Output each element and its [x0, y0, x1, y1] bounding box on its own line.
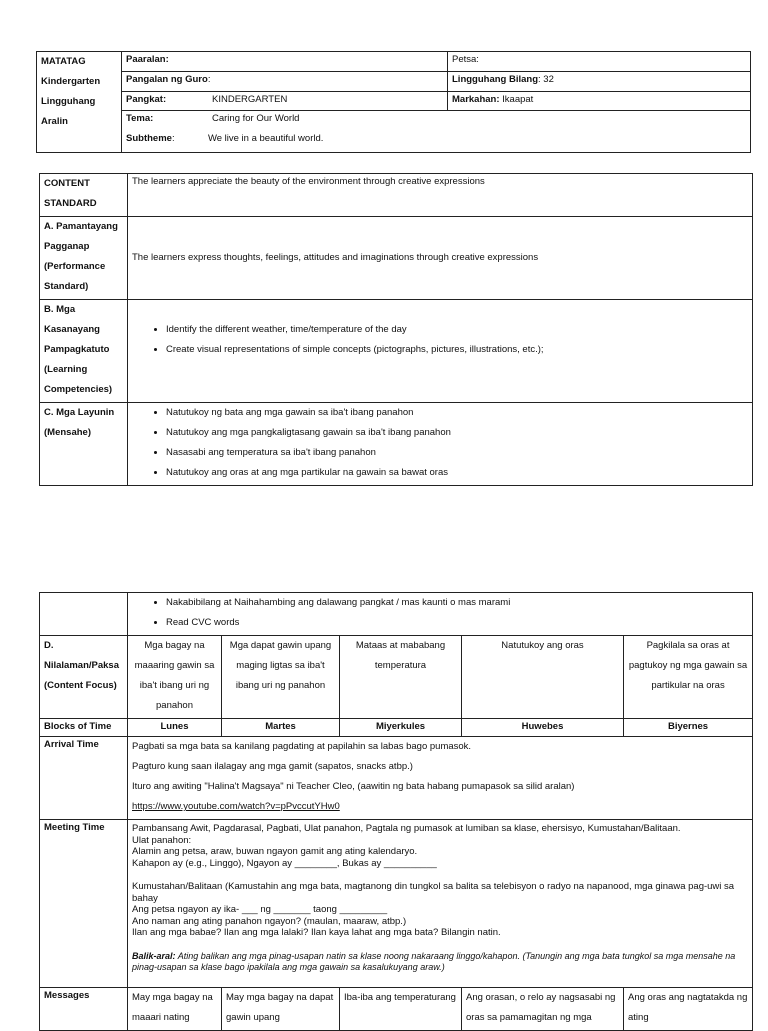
arrival-time-label: Arrival Time — [40, 737, 128, 820]
continued-list — [128, 593, 753, 636]
list-item: • Natutukoy ang mga pangkaligtasang gawain sa iba't ibang panahon — [166, 423, 748, 443]
message-martes: May mga bagay na dapat gawin upang — [222, 988, 340, 1031]
guro-cell: Pangalan ng Guro: — [122, 72, 448, 92]
message-lunes: May mga bagay na maaari nating — [128, 988, 222, 1031]
day-martes: Martes — [222, 719, 340, 737]
youtube-link[interactable]: https://www.youtube.com/watch?v=pPvccutYHw0 — [132, 801, 340, 812]
lingguhang-cell: Lingguhang Bilang: 32 — [448, 72, 751, 92]
pangkat-cell: Pangkat: KINDERGARTEN — [122, 92, 448, 111]
performance-standard-text: The learners express thoughts, feelings, attitudes and imaginations through creative expressions — [128, 217, 753, 300]
list-item: • Natutukoy ng bata ang mga gawain sa iba't ibang panahon — [166, 403, 748, 423]
day-lunes: Lunes — [128, 719, 222, 737]
petsa-cell: Petsa: — [448, 52, 751, 72]
meeting-time-label: Meeting Time — [40, 820, 128, 988]
focus-biyernes: Pagkilala sa oras at pagtukoy ng mga gawain sa partikular na oras — [624, 636, 753, 719]
focus-martes: Mga dapat gawin upang maging ligtas sa iba't ibang uri ng panahon — [222, 636, 340, 719]
meeting-time-content: Pambansang Awit, Pagdarasal, Pagbati, Ulat panahon, Pagtala ng pumasok at lumiban sa klase, ehersisyo, Kumustahan/Balitaan. Ulat panahon: Alamin ang petsa, araw, buwan ngayon gamit ang ating kalendaryo. Kahapon ay (e.g., Linggo), Ngayon ay ________, Bukas ay __________ Kumustahan/Balitaan (Kamustahin ang mga bata, magtanong din tungkol sa balita sa telebisyon o radyo na napanood, mga ginawa pag-uwi sa bahay Ang petsa ngayon ay ika- ___ ng _______ taong _________ Ano naman ang ating panahon ngayon? (maulan, maaraw, atbp.) Ilan ang mga babae? Ilan ang mga lalaki? Ilan kaya lahat ang mga bata? Bilangin natin. Balik-aral: Ating balikan ang mga pinag-usapan natin sa klase noong nakaraang linggo/kahapon. (Tanungin ang mga bata tungkol sa mga mensahe na pinag-usapan sa klase bago ipakilala ang mga gawain sa kasalukuyang araw.) — [128, 820, 753, 988]
list-item: • Identify the different weather, time/temperature of the day — [166, 320, 748, 340]
performance-standard-label: A. Pamantayang Pagganap (Performance Standard) — [40, 217, 128, 300]
list-item: • Read CVC words — [166, 613, 748, 633]
list-item: • Create visual representations of simple concepts (pictographs, pictures, illustrations, etc.); — [166, 340, 748, 360]
list-item: • Natutukoy ang oras at ang mga partikular na gawain sa bawat oras — [166, 463, 748, 483]
lesson-title: MATATAG Kindergarten Lingguhang Aralin — [37, 52, 122, 153]
list-item: • Nakabibilang at Naihahambing ang dalawang pangkat / mas kaunti o mas marami — [166, 593, 748, 613]
focus-lunes: Mga bagay na maaaring gawin sa iba't ibang uri ng panahon — [128, 636, 222, 719]
tema-cell: Tema: Caring for Our World Subtheme: We live in a beautiful world. — [122, 111, 751, 153]
content-standard-label: CONTENT STANDARD — [40, 174, 128, 217]
message-huwebes: Ang orasan, o relo ay nagsasabi ng oras sa pamamagitan ng mga — [462, 988, 624, 1031]
paaralan-cell: Paaralan: — [122, 52, 448, 72]
competencies-list — [128, 300, 753, 403]
layunin-list — [128, 403, 753, 486]
message-miyerkules: Iba-iba ang temperaturang — [340, 988, 462, 1031]
blocks-of-time-label: Blocks of Time — [40, 719, 128, 737]
balik-aral: Balik-aral: Ating balikan ang mga pinag-usapan natin sa klase noong nakaraang linggo/kahapon. (Tanungin ang mga bata tungkol sa mga mensahe na pinag-usapan sa klase bago ipakilala ang mga gawain sa kasalukuyang araw.) — [132, 950, 736, 972]
layunin-label: C. Mga Layunin (Mensahe) — [40, 403, 128, 486]
competencies-label: B. Mga Kasanayang Pampagkatuto (Learning Competencies) — [40, 300, 128, 403]
markahan-cell: Markahan: Ikaapat — [448, 92, 751, 111]
content-standard-text: The learners appreciate the beauty of the environment through creative expressions — [128, 174, 753, 217]
day-miyerkules: Miyerkules — [340, 719, 462, 737]
arrival-time-content: Pagbati sa mga bata sa kanilang pagdating at papilahin sa labas bago pumasok. Pagturo kung saan ilalagay ang mga gamit (sapatos, snacks atbp.) Ituro ang awiting "Halina't Magsaya" ni Teacher Cleo, (aawitin ng bata habang pumapasok sa silid aralan) https://www.youtube.com/watch?v=pPvccutYHw0 — [128, 737, 753, 820]
list-item: • Nasasabi ang temperatura sa iba't ibang panahon — [166, 443, 748, 463]
messages-label: Messages — [40, 988, 128, 1031]
message-biyernes: Ang oras ang nagtatakda ng ating — [624, 988, 753, 1031]
day-biyernes: Biyernes — [624, 719, 753, 737]
schedule-table — [39, 592, 753, 1031]
focus-miyerkules: Mataas at mababang temperatura — [340, 636, 462, 719]
header-table — [36, 51, 751, 153]
focus-huwebes: Natutukoy ang oras — [462, 636, 624, 719]
content-focus-label: D. Nilalaman/Paksa (Content Focus) — [40, 636, 128, 719]
day-huwebes: Huwebes — [462, 719, 624, 737]
standards-table — [39, 173, 753, 486]
